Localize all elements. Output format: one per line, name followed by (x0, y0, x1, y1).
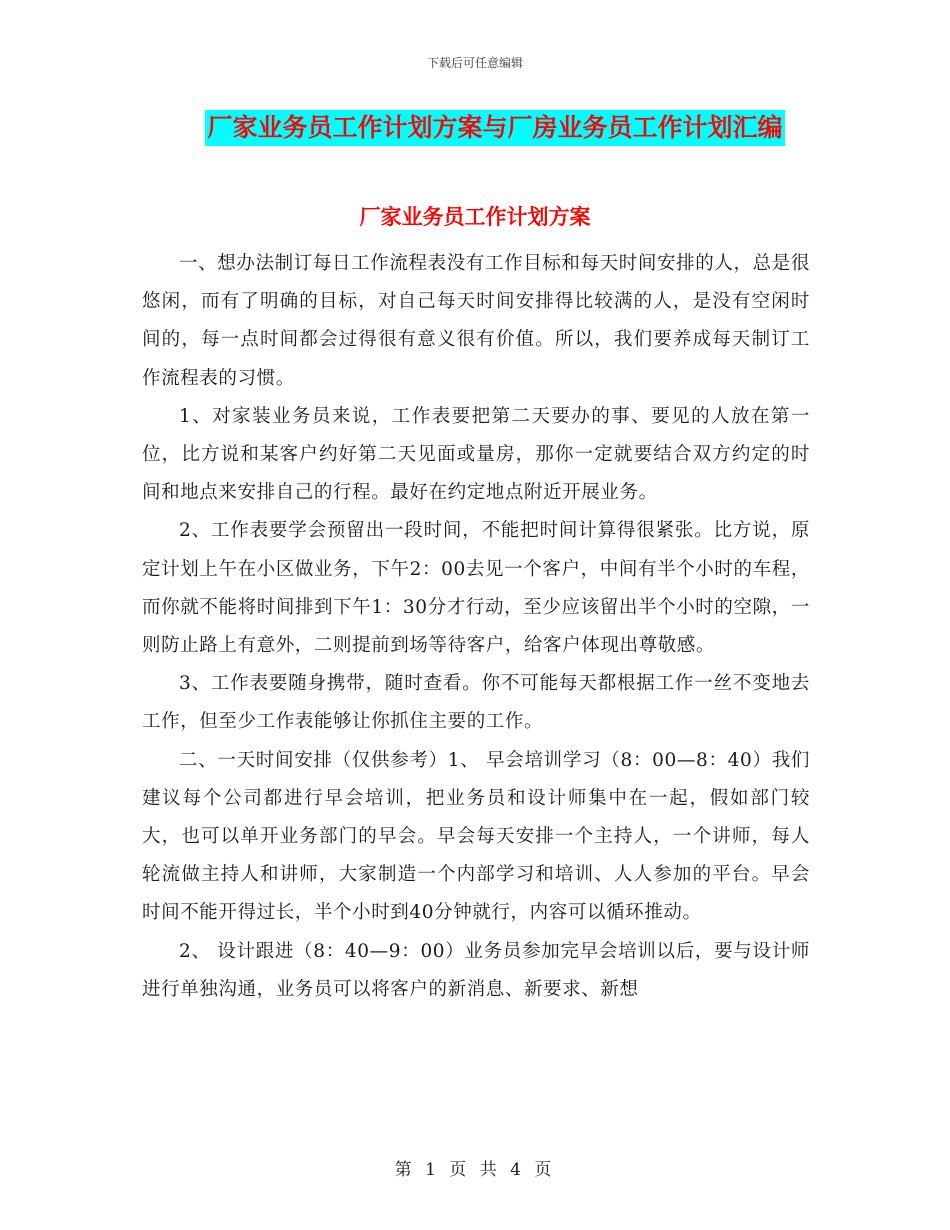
paragraph: 2、工作表要学会预留出一段时间，不能把时间计算得很紧张。比方说，原定计划上午在小区做业务，下午2：00去见一个客户，中间有半个小时的车程，而你就不能将时间排到下午1：30分才行动，至少应该留出半个小时的空隙，一则防止路上有意外，二则提前到场等待客户，给客户体现出尊敬感。 (142, 520, 810, 657)
paragraph: 3、工作表要随身携带，随时查看。你不可能每天都根据工作一丝不变地去工作，但至少工作表能够让你抓住主要的工作。 (142, 673, 810, 733)
document-body (142, 245, 810, 1009)
page-footer: 第 1 页 共 4 页 (394, 1160, 556, 1180)
paragraph: 二、一天时间安排（仅供参考）1、 早会培训学习（8：00—8：40）我们建议每个公司都进行早会培训，把业务员和设计师集中在一起，假如部门较大，也可以单开业务部门的早会。早会每天安排一个主持人，一个讲师，每人轮流做主持人和讲师，大家制造一个内部学习和培训、人人参加的平台。早会时间不能开得过长，半个小时到40分钟就行，内容可以循环推动。 (142, 749, 810, 924)
paragraph: 1、对家装业务员来说，工作表要把第二天要办的事、要见的人放在第一位，比方说和某客户约好第二天见面或量房，那你一定就要结合双方约定的时间和地点来安排自己的行程。最好在约定地点附近开展业务。 (142, 405, 810, 504)
paragraph: 2、 设计跟进（8：40—9：00）业务员参加完早会培训以后，要与设计师进行单独沟通，业务员可以将客户的新消息、新要求、新想 (142, 940, 810, 1000)
section-title: 厂家业务员工作计划方案 (359, 205, 591, 229)
paragraph: 一、想办法制订每日工作流程表没有工作目标和每天时间安排的人，总是很悠闲，而有了明确的目标，对自己每天时间安排得比较满的人，是没有空闲时间的，每一点时间都会过得很有意义很有价值。所以，我们要养成每天制订工作流程表的习惯。 (142, 253, 810, 389)
page-header: 下载后可任意编辑 (426, 56, 523, 70)
main-title-container (0, 110, 950, 146)
main-title: 厂家业务员工作计划方案与厂房业务员工作计划汇编 (205, 110, 784, 146)
